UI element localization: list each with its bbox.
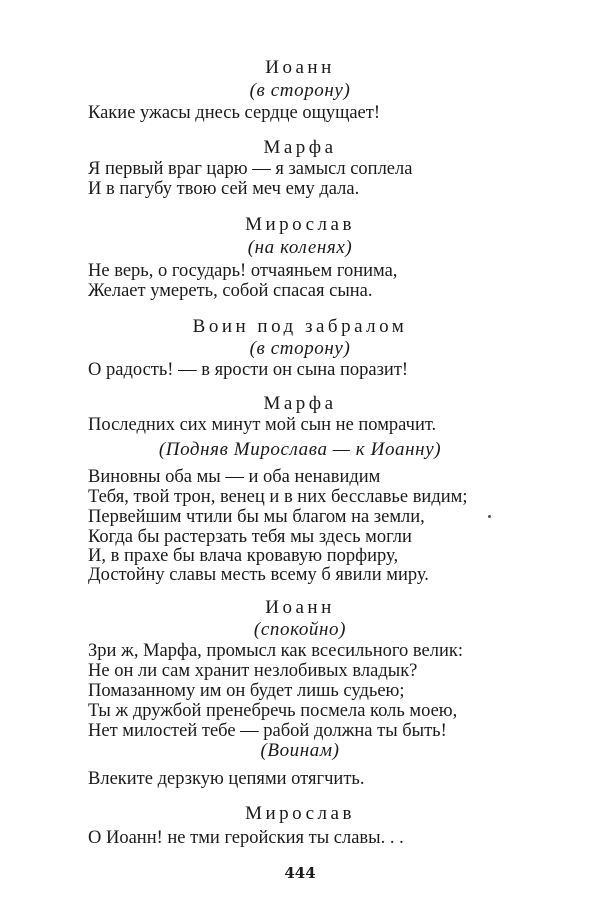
verse-line: Какие ужасы днесь сердце ощущает! [88, 103, 381, 123]
print-speck [488, 515, 491, 518]
verse-line: Я первый враг царю — я замысл соплела [88, 159, 413, 179]
speaker-name: Иоанн [265, 57, 335, 78]
verse-line: Тебя, твой трон, венец и в них бесславье видим; [88, 487, 468, 507]
stage-direction: (Подняв Мирослава — к Иоанну) [158, 439, 442, 460]
verse-line: И в пагубу твою сей меч ему дала. [88, 179, 360, 199]
verse-line: Не он ли сам хранит незлобивых владык? [88, 661, 418, 681]
stage-direction: (Воинам) [260, 740, 340, 761]
speaker-name: Мирослав [245, 803, 355, 824]
verse-line: О Иоанн! не тми геройския ты славы. . . [88, 828, 404, 848]
verse-line: Достойну славы месть всему б явили миру. [88, 565, 429, 585]
page-number: 444 [284, 864, 316, 882]
verse-line: Виновны оба мы — и оба ненавидим [88, 467, 381, 487]
verse-line: Помазанному им он будет лишь судьею; [88, 681, 405, 701]
speaker-name: Марфа [263, 137, 337, 158]
speaker-name: Мирослав [245, 214, 355, 235]
verse-line: Первейшим чтили бы мы благом на земли, [88, 507, 425, 527]
verse-line: Влеките дерзкую цепями отягчить. [88, 769, 365, 789]
verse-line: О радость! — в ярости он сына поразит! [88, 360, 409, 380]
speaker-name: Иоанн [265, 597, 335, 618]
verse-line: Не верь, о государь! отчаяньем гонима, [88, 261, 398, 281]
stage-direction: (на коленях) [247, 237, 353, 258]
verse-line: Желает умереть, собой спасая сына. [88, 281, 373, 301]
stage-direction: (в сторону) [249, 80, 351, 101]
verse-line: Последних сих минут мой сын не помрачит. [88, 415, 437, 435]
verse-line: Зри ж, Марфа, промысл как всесильного велик: [88, 641, 463, 661]
verse-line: Когда бы растерзать тебя мы здесь могли [88, 527, 412, 547]
verse-line: Нет милостей тебе — рабой должна ты быть! [88, 721, 447, 741]
verse-line: И, в прахе бы влача кровавую порфиру, [88, 546, 399, 566]
stage-direction: (спокойно) [253, 619, 347, 640]
speaker-name: Марфа [263, 393, 337, 414]
stage-direction: (в сторону) [249, 338, 351, 359]
speaker-name: Воин под забралом [192, 316, 408, 337]
verse-line: Ты ж дружбой пренебречь посмела коль моею, [88, 701, 458, 721]
